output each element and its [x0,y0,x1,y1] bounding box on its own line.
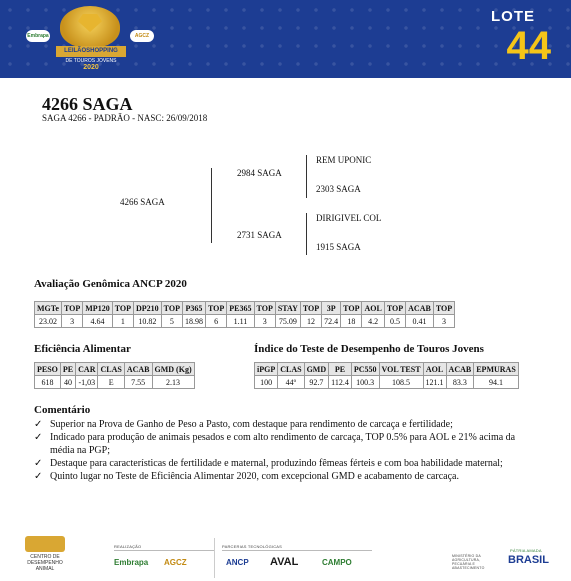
comment-item [34,418,534,431]
genomic-value-cell: 3 [254,315,275,328]
genomic-header-cell: TOP [61,302,82,315]
pedigree-self: 4266 SAGA [120,197,165,207]
performance-header-cell: ACAB [446,363,474,376]
efficiency-value-row [35,376,195,389]
genomic-header-cell: MGTe [35,302,62,315]
pedigree-line-3 [306,213,307,255]
animal-name: 4266 SAGA [42,94,133,114]
genomic-value-cell: 75.09 [275,315,300,328]
embrapa-badge: Embrapa [26,30,50,42]
comment-item [34,457,534,470]
genomic-value-cell: 0.5 [384,315,405,328]
efficiency-value-cell: 618 [35,376,61,389]
comment-text: Superior na Prova de Ganho de Peso a Pasto, com destaque para rendimento de carcaça e fertilidade; [50,419,453,430]
logo-aval: AVAL [270,556,299,568]
parcerias-label: PARCERIAS TECNOLÓGICAS [222,544,283,549]
genomic-value-cell: 1.11 [227,315,254,328]
event-line2: DE TOUROS JOVENS [65,58,117,64]
genomic-header-cell: P365 [182,302,205,315]
event-line1: LEILÃOSHOPPING [56,46,126,57]
performance-table [254,362,519,389]
genomic-title: Avaliação Genômica ANCP 2020 [34,278,187,290]
performance-header-cell: GMD [304,363,329,376]
pedigree-line-2 [306,155,307,198]
performance-value-cell: 108.5 [379,376,423,389]
gov-ministry: MINISTÉRIO DA AGRICULTURA, PECUÁRIA E ABASTECIMENTO [452,554,485,570]
efficiency-value-cell: 40 [60,376,75,389]
genomic-header-cell: MP120 [83,302,112,315]
genomic-header-cell: TOP [300,302,321,315]
genomic-header-row [35,302,455,315]
footer-separator-1 [214,538,215,578]
genomic-value-cell: 3 [433,315,454,328]
animal-subtitle: SAGA 4266 - PADRÃO - NASC: 26/09/2018 [42,113,208,123]
pedigree-sire: 2984 SAGA [237,168,282,178]
efficiency-title: Eficiência Alimentar [34,343,131,355]
check-icon: ✓ [34,458,43,469]
genomic-header-cell: DP210 [134,302,162,315]
genomic-value-cell: 6 [205,315,226,328]
pedigree-dam: 2731 SAGA [237,230,282,240]
performance-value-cell: 44º [278,376,304,389]
efficiency-header-cell: CLAS [98,363,124,376]
logo-campo: CAMPO [322,558,352,567]
genomic-header-cell: PE365 [227,302,254,315]
genomic-value-cell: 3 [61,315,82,328]
genomic-value-cell: 12 [300,315,321,328]
pedigree-dam-sire: DIRIGIVEL COL [316,213,382,223]
efficiency-header-cell: PESO [35,363,61,376]
parcerias-divider [222,550,372,551]
lote-number: 44 [506,24,551,68]
performance-value-cell: 112.4 [329,376,352,389]
logo-ancp: ANCP [226,558,249,567]
efficiency-header-row [35,363,195,376]
efficiency-value-cell: 2.13 [152,376,194,389]
comment-text: Destaque para características de fertilidade e maternal, produzindo fêmeas férteis e com boa habilidade maternal; [50,458,503,469]
header-banner [0,0,571,78]
genomic-header-cell: TOP [433,302,454,315]
efficiency-header-cell: CAR [76,363,98,376]
pedigree-dam-dam: 1915 SAGA [316,242,361,252]
genomic-value-cell: 23.02 [35,315,62,328]
genomic-header-cell: TOP [205,302,226,315]
genomic-value-cell: 10.82 [134,315,162,328]
pedigree-sire-dam: 2303 SAGA [316,184,361,194]
genomic-header-cell: 3P [322,302,341,315]
performance-value-cell: 83.3 [446,376,474,389]
check-icon: ✓ [34,419,43,430]
genomic-value-cell: 0.41 [406,315,434,328]
comment-text: Quinto lugar no Teste de Eficiência Alimentar 2020, com excepcional GMD e acabamento de carcaça. [50,471,459,482]
efficiency-header-cell: PE [60,363,75,376]
performance-header-cell: PC550 [351,363,379,376]
genomic-value-cell: 18.98 [182,315,205,328]
genomic-value-cell: 1 [112,315,133,328]
genomic-header-cell: TOP [384,302,405,315]
realizacao-divider [114,550,214,551]
genomic-header-cell: ACAB [406,302,434,315]
genomic-table [34,301,455,328]
pedigree-line-1 [211,168,212,243]
genomic-header-cell: TOP [112,302,133,315]
performance-value-cell: 94.1 [474,376,519,389]
performance-value-cell: 121.1 [423,376,446,389]
logo-embrapa: Embrapa [114,558,149,567]
cde-mark-icon [25,536,65,552]
performance-header-cell: EPMURAS [474,363,519,376]
comment-text: Indicado para produção de animais pesados e com alto rendimento de carcaça, TOP 0.5% para AOL e 21% acima da média na PGP; [50,432,516,456]
performance-value-cell: 92.7 [304,376,329,389]
realizacao-label: REALIZAÇÃO [114,544,142,549]
comment-item [34,470,534,483]
efficiency-table [34,362,195,389]
performance-value-cell: 100.3 [351,376,379,389]
event-logo [26,4,156,74]
event-year: 2020 [83,64,99,71]
efficiency-header-cell: GMD (Kg) [152,363,194,376]
genomic-header-cell: STAY [275,302,300,315]
genomic-value-cell: 72.4 [322,315,341,328]
check-icon: ✓ [34,432,43,443]
genomic-value-row [35,315,455,328]
genomic-value-cell: 18 [341,315,362,328]
agcz-badge: AGCZ [130,30,154,42]
genomic-value-cell: 4.2 [362,315,384,328]
comment-item [34,431,534,457]
performance-header-cell: PE [329,363,352,376]
footer [0,530,571,581]
comments-title: Comentário [34,404,91,416]
genomic-header-cell: TOP [254,302,275,315]
gov-brasil: BRASIL [508,554,549,566]
efficiency-value-cell: E [98,376,124,389]
performance-value-row [255,376,519,389]
lote-label: LOTE [491,8,535,25]
efficiency-header-cell: ACAB [124,363,152,376]
genomic-header-cell: TOP [161,302,182,315]
comments-list [34,418,534,483]
gov-tagline: PÁTRIA AMADA [510,548,542,553]
efficiency-value-cell: 7.55 [124,376,152,389]
medal-icon [60,6,120,48]
pedigree-sire-sire: REM UPONIC [316,155,372,165]
genomic-value-cell: 5 [161,315,182,328]
efficiency-value-cell: -1,03 [76,376,98,389]
performance-header-cell: CLAS [278,363,304,376]
performance-title: Índice do Teste de Desempenho de Touros Jovens [254,343,484,355]
cde-logo [20,536,70,572]
performance-header-cell: iPGP [255,363,278,376]
genomic-header-cell: AOL [362,302,384,315]
check-icon: ✓ [34,471,43,482]
logo-agcz: AGCZ [164,558,187,567]
performance-header-cell: VOL TEST [379,363,423,376]
performance-value-cell: 100 [255,376,278,389]
performance-header-row [255,363,519,376]
performance-header-cell: AOL [423,363,446,376]
genomic-header-cell: TOP [341,302,362,315]
genomic-value-cell: 4.64 [83,315,112,328]
cde-text: CENTRO DE DESEMPENHO ANIMAL [27,554,63,572]
